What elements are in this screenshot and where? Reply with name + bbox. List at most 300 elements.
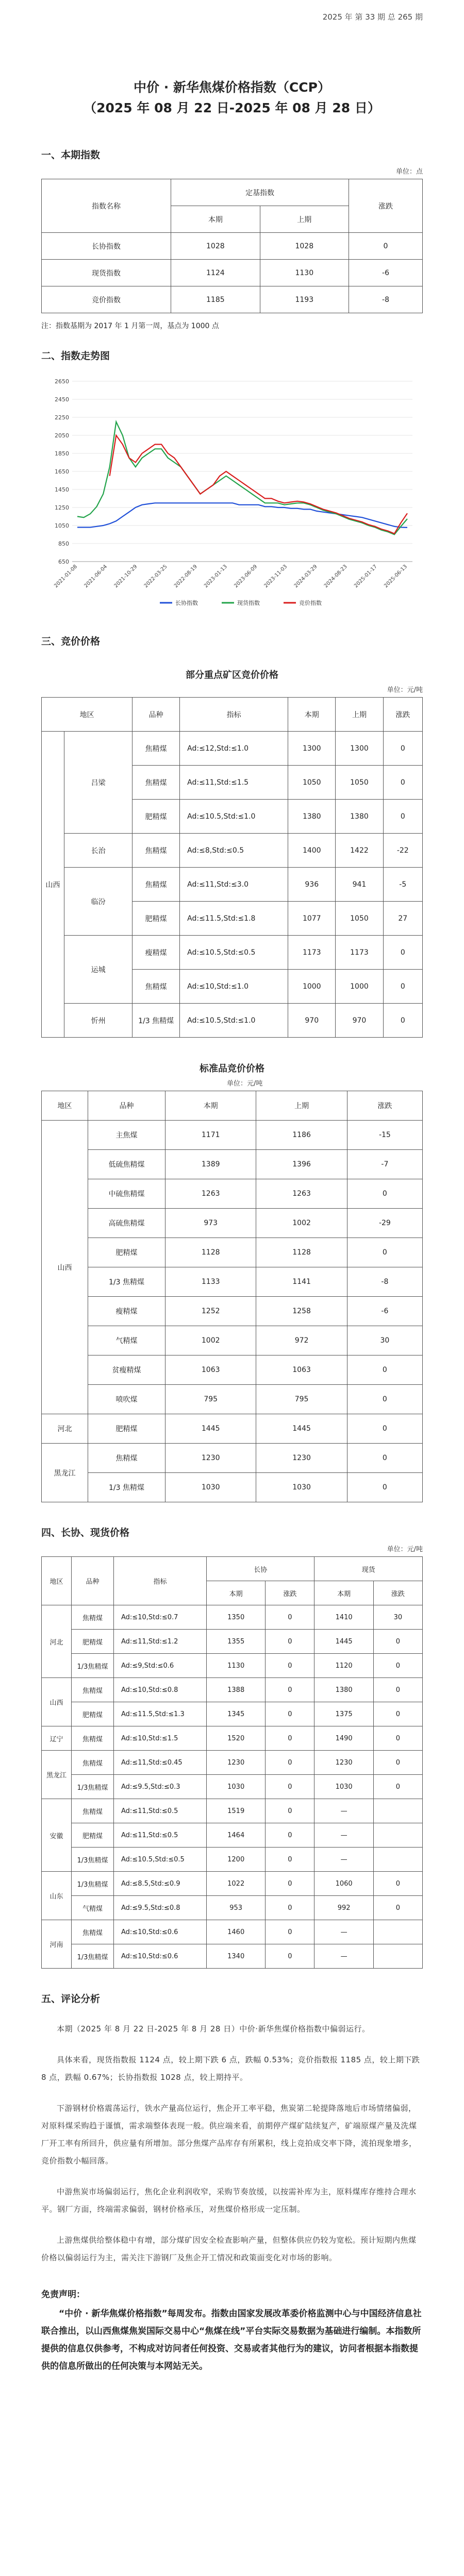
cell: 焦精煤 xyxy=(132,970,180,1004)
cell: 1258 xyxy=(256,1297,347,1326)
table-title-mining-areas: 部分重点矿区竞价价格 xyxy=(186,670,278,681)
table-row xyxy=(42,1605,423,1630)
cell: 肥精煤 xyxy=(132,902,180,936)
cell: 1230 xyxy=(165,1444,256,1473)
cell: 1128 xyxy=(256,1238,347,1267)
col-change: 涨跌 xyxy=(349,179,423,233)
cell: 1141 xyxy=(256,1267,347,1297)
region-cell: 山东 xyxy=(42,1872,72,1920)
cell: 0 xyxy=(266,1775,314,1799)
cell: 0 xyxy=(266,1751,314,1775)
cell: Ad:≤11,Std:≤3.0 xyxy=(180,868,288,902)
base-period-note: 注：指数基期为 2017 年 1 月第一周，基点为 1000 点 xyxy=(41,322,219,330)
cell: 1173 xyxy=(336,936,383,970)
cell: 0 xyxy=(266,1920,314,1944)
cell xyxy=(373,1799,422,1823)
col-change: 涨跌 xyxy=(347,1091,422,1121)
region-cell: 河南 xyxy=(42,1920,72,1969)
cell: Ad:≤10.5,Std:≤0.5 xyxy=(114,1848,207,1872)
cell: 1200 xyxy=(207,1848,266,1872)
col-spec: 指标 xyxy=(114,1557,207,1605)
cell: 1022 xyxy=(207,1872,266,1896)
legend-label: 长协指数 xyxy=(175,600,198,606)
cell: 0 xyxy=(266,1654,314,1678)
col-variety: 品种 xyxy=(88,1091,165,1121)
cell: 贫瘦精煤 xyxy=(88,1355,165,1385)
table-row xyxy=(42,1355,423,1385)
cell: Ad:≤10,Std:≤0.6 xyxy=(114,1944,207,1969)
cell: 30 xyxy=(347,1326,422,1355)
cell: 1124 xyxy=(171,260,260,286)
cell: 1030 xyxy=(165,1473,256,1502)
cell: 1/3焦精煤 xyxy=(72,1654,114,1678)
cell: 1030 xyxy=(256,1473,347,1502)
cell: 1/3焦精煤 xyxy=(72,1944,114,1969)
cell: 0 xyxy=(373,1726,422,1751)
analysis-paragraph: 中游焦炭市场偏弱运行，焦化企业利润收窄，采购节奏放缓，以按需补库为主，原料煤库存维持合理水平。钢厂方面，终端需求偏弱，钢材价格承压，对焦煤价格形成一定压制。 xyxy=(41,2187,417,2214)
x-tick-label: 2025-06-13 xyxy=(383,564,409,589)
cell: 30 xyxy=(373,1605,422,1630)
analysis-paragraph: 具体来看，现货指数报 1124 点，较上期下跌 6 点，跌幅 0.53%；竞价指数报 1185 点，较上期下跌 8 点，跌幅 0.67%；长协指数报 1028 点，较上期持平。 xyxy=(41,2055,420,2082)
cell: 1410 xyxy=(314,1605,373,1630)
col-spec: 指标 xyxy=(180,698,288,732)
cell: 0 xyxy=(266,1678,314,1702)
city-cell: 忻州 xyxy=(64,1004,132,1038)
cell: 0 xyxy=(266,1630,314,1654)
x-tick-label: 2024-08-23 xyxy=(323,564,349,589)
cell: 1063 xyxy=(256,1355,347,1385)
table-row xyxy=(42,936,423,970)
cell: 高硫焦精煤 xyxy=(88,1209,165,1238)
cell: Ad:≤10,Std:≤1.0 xyxy=(180,970,288,1004)
cell: 0 xyxy=(347,1444,422,1473)
x-tick-label: 2024-03-29 xyxy=(293,564,319,589)
table-row xyxy=(42,1872,423,1896)
cell: 0 xyxy=(266,1823,314,1848)
cell: 27 xyxy=(383,902,422,936)
cell: 1464 xyxy=(207,1823,266,1848)
col-previous: 上期 xyxy=(256,1091,347,1121)
cell: 焦精煤 xyxy=(72,1605,114,1630)
col-contract-change: 涨跌 xyxy=(266,1581,314,1605)
cell: 0 xyxy=(373,1775,422,1799)
cell: 1388 xyxy=(207,1678,266,1702)
col-current: 本期 xyxy=(171,206,260,233)
cell: 936 xyxy=(288,868,336,902)
cell: Ad:≤10,Std:≤0.7 xyxy=(114,1605,207,1630)
cell: 0 xyxy=(266,1702,314,1726)
region-cell: 辽宁 xyxy=(42,1726,72,1751)
cell: 肥精煤 xyxy=(88,1414,165,1444)
cell: Ad:≤11,Std:≤0.45 xyxy=(114,1751,207,1775)
standard-auction-table xyxy=(41,1091,423,1502)
cell: 肥精煤 xyxy=(132,800,180,834)
section-heading-auction: 三、竞价价格 xyxy=(41,636,101,647)
table-row xyxy=(42,1896,423,1920)
cell: Ad:≤10,Std:≤0.8 xyxy=(114,1678,207,1702)
cell: 1077 xyxy=(288,902,336,936)
cell: 1002 xyxy=(165,1326,256,1355)
cell: Ad:≤11,Std:≤0.5 xyxy=(114,1823,207,1848)
col-base-index: 定基指数 xyxy=(171,179,349,206)
table-row xyxy=(42,1473,423,1502)
cell: 1355 xyxy=(207,1630,266,1654)
city-cell: 吕梁 xyxy=(64,732,132,834)
cell: 1300 xyxy=(288,732,336,766)
report-date-range: （2025 年 08 月 22 日-2025 年 08 月 28 日） xyxy=(84,100,380,115)
cell: 主焦煤 xyxy=(88,1121,165,1150)
cell: Ad:≤11,Std:≤0.5 xyxy=(114,1799,207,1823)
cell: 1490 xyxy=(314,1726,373,1751)
table-row xyxy=(42,1630,423,1654)
cell: -22 xyxy=(383,834,422,868)
cell: 0 xyxy=(383,1004,422,1038)
cell: 970 xyxy=(288,1004,336,1038)
table-row xyxy=(42,834,423,868)
cell: 1120 xyxy=(314,1654,373,1678)
cell: 1133 xyxy=(165,1267,256,1297)
x-tick-label: 2022-03-25 xyxy=(143,564,169,589)
cell: 焦精煤 xyxy=(72,1799,114,1823)
cell: Ad:≤9,Std:≤0.6 xyxy=(114,1654,207,1678)
cell: 长协指数 xyxy=(42,233,171,260)
col-index-name: 指数名称 xyxy=(42,179,171,233)
contract-spot-table xyxy=(41,1556,423,1969)
cell: 喷吹煤 xyxy=(88,1385,165,1414)
cell: 1/3焦精煤 xyxy=(72,1775,114,1799)
x-tick-label: 2021-06-04 xyxy=(83,564,109,589)
table-row xyxy=(42,1920,423,1944)
cell: Ad:≤8,Std:≤0.5 xyxy=(180,834,288,868)
cell: 中硫焦精煤 xyxy=(88,1179,165,1209)
cell: 焦精煤 xyxy=(72,1751,114,1775)
table-row xyxy=(42,1326,423,1355)
cell: 1380 xyxy=(288,800,336,834)
table-row xyxy=(42,868,423,902)
col-spot-current: 本期 xyxy=(314,1581,373,1605)
y-tick-label: 1250 xyxy=(55,504,69,511)
cell: 0 xyxy=(383,732,422,766)
mining-area-auction-table xyxy=(41,697,423,1038)
contract-spot-body xyxy=(42,1605,423,1969)
col-contract: 长协 xyxy=(207,1557,314,1581)
col-variety: 品种 xyxy=(72,1557,114,1605)
col-spot-change: 涨跌 xyxy=(373,1581,422,1605)
cell: -8 xyxy=(347,1267,422,1297)
cell: -6 xyxy=(347,1297,422,1326)
table-row xyxy=(42,1726,423,1751)
cell: 1002 xyxy=(256,1209,347,1238)
cell: 1/3 焦精煤 xyxy=(88,1473,165,1502)
cell: 1422 xyxy=(336,834,383,868)
col-previous: 上期 xyxy=(336,698,383,732)
cell: Ad:≤10.5,Std:≤0.5 xyxy=(180,936,288,970)
index-table xyxy=(41,179,423,313)
cell: 1000 xyxy=(336,970,383,1004)
table-row xyxy=(42,732,423,766)
table-row xyxy=(42,1414,423,1444)
cell: 焦精煤 xyxy=(72,1678,114,1702)
x-tick-label: 2023-11-03 xyxy=(263,564,289,589)
y-tick-label: 1650 xyxy=(55,468,69,475)
y-tick-label: 1450 xyxy=(55,486,69,493)
col-region: 地区 xyxy=(42,698,132,732)
y-tick-label: 850 xyxy=(58,540,69,547)
cell: 1193 xyxy=(260,286,349,313)
cell: 0 xyxy=(347,1238,422,1267)
cell: 1445 xyxy=(256,1414,347,1444)
cell: 竞价指数 xyxy=(42,286,171,313)
cell: 0 xyxy=(373,1751,422,1775)
cell xyxy=(373,1823,422,1848)
cell: — xyxy=(314,1944,373,1969)
region-cell: 黑龙江 xyxy=(42,1751,72,1799)
table-row xyxy=(42,1179,423,1209)
cell: 0 xyxy=(349,233,423,260)
col-spot: 现货 xyxy=(314,1557,423,1581)
cell: 0 xyxy=(383,970,422,1004)
cell: 0 xyxy=(347,1179,422,1209)
city-cell: 运城 xyxy=(64,936,132,1004)
y-tick-label: 2250 xyxy=(55,414,69,421)
x-tick-label: 2021-01-08 xyxy=(53,564,79,589)
cell: Ad:≤10.5,Std:≤1.0 xyxy=(180,800,288,834)
cell: -15 xyxy=(347,1121,422,1150)
cell: -6 xyxy=(349,260,423,286)
table-row xyxy=(42,1775,423,1799)
cell: 焦精煤 xyxy=(132,868,180,902)
cell: 0 xyxy=(383,766,422,800)
cell: -5 xyxy=(383,868,422,902)
section-heading-indices: 一、本期指数 xyxy=(41,149,101,161)
series-line-1 xyxy=(77,422,407,535)
section-heading-trend: 二、指数走势图 xyxy=(41,350,110,362)
table-row xyxy=(42,1848,423,1872)
table-row xyxy=(42,1654,423,1678)
table-row xyxy=(42,1004,423,1038)
cell: 焦精煤 xyxy=(72,1726,114,1751)
cell: 1050 xyxy=(336,766,383,800)
cell: 1130 xyxy=(207,1654,266,1678)
cell: — xyxy=(314,1848,373,1872)
unit-label: 单位：点 xyxy=(395,168,423,176)
cell: Ad:≤11,Std:≤1.2 xyxy=(114,1630,207,1654)
table-row xyxy=(42,1702,423,1726)
standard-table-body xyxy=(42,1121,423,1502)
cell: 970 xyxy=(336,1004,383,1038)
series-line-2 xyxy=(110,435,407,534)
table-row xyxy=(42,1209,423,1238)
cell: 1340 xyxy=(207,1944,266,1969)
cell: 0 xyxy=(266,1848,314,1872)
table-row xyxy=(42,260,423,286)
cell: 焦精煤 xyxy=(132,766,180,800)
cell: 0 xyxy=(373,1896,422,1920)
cell: 0 xyxy=(266,1799,314,1823)
cell: 0 xyxy=(266,1605,314,1630)
cell: 0 xyxy=(266,1896,314,1920)
cell: 瘦精煤 xyxy=(88,1297,165,1326)
cell: Ad:≤9.5,Std:≤0.3 xyxy=(114,1775,207,1799)
cell: 1130 xyxy=(260,260,349,286)
y-tick-label: 1050 xyxy=(55,522,69,529)
table-title-standard: 标准品竞价价格 xyxy=(200,1063,264,1074)
cell: 795 xyxy=(256,1385,347,1414)
region-cell: 山西 xyxy=(42,1678,72,1726)
cell: — xyxy=(314,1920,373,1944)
cell: 1350 xyxy=(207,1605,266,1630)
x-tick-label: 2023-06-09 xyxy=(233,564,259,589)
cell: 焦精煤 xyxy=(132,732,180,766)
cell: 1380 xyxy=(314,1678,373,1702)
cell: 1263 xyxy=(165,1179,256,1209)
cell: 1/3焦精煤 xyxy=(72,1848,114,1872)
cell: Ad:≤10.5,Std:≤1.0 xyxy=(180,1004,288,1038)
city-cell: 临汾 xyxy=(64,868,132,936)
cell: 1380 xyxy=(336,800,383,834)
cell: 1063 xyxy=(165,1355,256,1385)
cell: 1230 xyxy=(314,1751,373,1775)
province-cell: 山西 xyxy=(42,732,64,1038)
cell: 焦精煤 xyxy=(132,834,180,868)
col-current: 本期 xyxy=(165,1091,256,1121)
cell: 1/3 焦精煤 xyxy=(132,1004,180,1038)
cell: 0 xyxy=(266,1726,314,1751)
cell: 1185 xyxy=(171,286,260,313)
cell: 1445 xyxy=(165,1414,256,1444)
trend-chart xyxy=(41,371,423,613)
section-heading-contract-spot: 四、长协、现货价格 xyxy=(41,1527,130,1538)
cell: 992 xyxy=(314,1896,373,1920)
cell: 气精煤 xyxy=(88,1326,165,1355)
cell: 1445 xyxy=(314,1630,373,1654)
col-region: 地区 xyxy=(42,1091,88,1121)
col-variety: 品种 xyxy=(132,698,180,732)
table-row xyxy=(42,1799,423,1823)
cell: 1060 xyxy=(314,1872,373,1896)
y-tick-label: 2050 xyxy=(55,432,69,439)
cell: 焦精煤 xyxy=(88,1444,165,1473)
table-row xyxy=(42,1678,423,1702)
cell: -7 xyxy=(347,1150,422,1179)
x-tick-label: 2025-01-17 xyxy=(353,564,378,589)
table-row xyxy=(42,1297,423,1326)
cell: 0 xyxy=(373,1678,422,1702)
cell: 0 xyxy=(347,1414,422,1444)
cell: 1375 xyxy=(314,1702,373,1726)
cell: 1345 xyxy=(207,1702,266,1726)
cell: 1389 xyxy=(165,1150,256,1179)
col-previous: 上期 xyxy=(260,206,349,233)
unit-label: 单位：元/吨 xyxy=(227,1080,263,1088)
region-cell: 河北 xyxy=(42,1605,72,1678)
cell: 1171 xyxy=(165,1121,256,1150)
cell xyxy=(373,1944,422,1969)
cell: Ad:≤8.5,Std:≤0.9 xyxy=(114,1872,207,1896)
cell: 1519 xyxy=(207,1799,266,1823)
cell: 1230 xyxy=(207,1751,266,1775)
cell: 0 xyxy=(347,1473,422,1502)
cell: — xyxy=(314,1799,373,1823)
cell: -8 xyxy=(349,286,423,313)
report-title: 中价 · 新华焦煤价格指数（CCP） xyxy=(134,80,330,95)
cell: 肥精煤 xyxy=(88,1238,165,1267)
unit-label: 单位：元/吨 xyxy=(387,1546,423,1553)
cell: 1460 xyxy=(207,1920,266,1944)
y-tick-label: 2650 xyxy=(55,378,69,385)
cell: 肥精煤 xyxy=(72,1702,114,1726)
table-row xyxy=(42,1444,423,1473)
region-cell: 河北 xyxy=(42,1414,88,1444)
cell: 1128 xyxy=(165,1238,256,1267)
analysis-paragraph: 上游焦煤供给整体稳中有增，部分煤矿因安全检查影响产量，但整体供应仍较为宽松。预计短期内焦煤价格以偏弱运行为主，需关注下游钢厂及焦企开工情况和政策面变化对市场的影响。 xyxy=(41,2235,417,2262)
cell xyxy=(373,1920,422,1944)
region-cell: 安徽 xyxy=(42,1799,72,1872)
cell: -29 xyxy=(347,1209,422,1238)
y-tick-label: 650 xyxy=(58,558,69,565)
cell: 0 xyxy=(347,1355,422,1385)
cell: 1300 xyxy=(336,732,383,766)
cell: Ad:≤11,Std:≤1.5 xyxy=(180,766,288,800)
analysis-paragraph: 下游钢材价格震荡运行，铁水产量高位运行，焦企开工率平稳，焦炭第二轮提降落地后市场情绪偏弱，对原料煤采购趋于谨慎，需求端整体表现一般。供应端来看，前期停产煤矿陆续复产，矿端原煤产量及洗煤厂开工率有所回升，供应量有所增加。部分焦煤产品库存有所累积，线上竞拍成交率下降，流拍现象增多，竞价指数小幅回落。 xyxy=(41,2104,417,2165)
cell: 795 xyxy=(165,1385,256,1414)
col-change: 涨跌 xyxy=(383,698,422,732)
table-row xyxy=(42,286,423,313)
city-cell: 长治 xyxy=(64,834,132,868)
issue-number: 2025 年 第 33 期 总 265 期 xyxy=(322,12,423,22)
cell: 低硫焦精煤 xyxy=(88,1150,165,1179)
cell: 0 xyxy=(373,1654,422,1678)
series-line-0 xyxy=(77,503,407,528)
cell: 973 xyxy=(165,1209,256,1238)
cell: 0 xyxy=(373,1630,422,1654)
x-tick-label: 2022-08-19 xyxy=(173,564,198,589)
col-current: 本期 xyxy=(288,698,336,732)
cell: 0 xyxy=(347,1385,422,1414)
cell: 1230 xyxy=(256,1444,347,1473)
cell: 瘦精煤 xyxy=(132,936,180,970)
cell: 1396 xyxy=(256,1150,347,1179)
cell: Ad:≤9.5,Std:≤0.8 xyxy=(114,1896,207,1920)
table-row xyxy=(42,1238,423,1267)
cell: 1050 xyxy=(288,766,336,800)
table-row xyxy=(42,1121,423,1150)
cell: 气精煤 xyxy=(72,1896,114,1920)
table-row xyxy=(42,1823,423,1848)
cell: 1/3 焦精煤 xyxy=(88,1267,165,1297)
cell: 肥精煤 xyxy=(72,1630,114,1654)
cell: 0 xyxy=(266,1872,314,1896)
cell: Ad:≤11.5,Std:≤1.8 xyxy=(180,902,288,936)
cell: 1050 xyxy=(336,902,383,936)
cell: 1000 xyxy=(288,970,336,1004)
cell: Ad:≤10,Std:≤0.6 xyxy=(114,1920,207,1944)
table-row xyxy=(42,1150,423,1179)
cell: 0 xyxy=(373,1872,422,1896)
cell: 0 xyxy=(266,1944,314,1969)
region-cell: 黑龙江 xyxy=(42,1444,88,1502)
cell: 1252 xyxy=(165,1297,256,1326)
region-cell: 山西 xyxy=(42,1121,88,1414)
cell: 0 xyxy=(383,936,422,970)
legend-label: 竞价指数 xyxy=(299,600,322,606)
unit-label: 单位：元/吨 xyxy=(387,686,423,694)
table-row xyxy=(42,233,423,260)
cell: 1028 xyxy=(171,233,260,260)
cell: 972 xyxy=(256,1326,347,1355)
cell xyxy=(373,1848,422,1872)
table-row xyxy=(42,1385,423,1414)
